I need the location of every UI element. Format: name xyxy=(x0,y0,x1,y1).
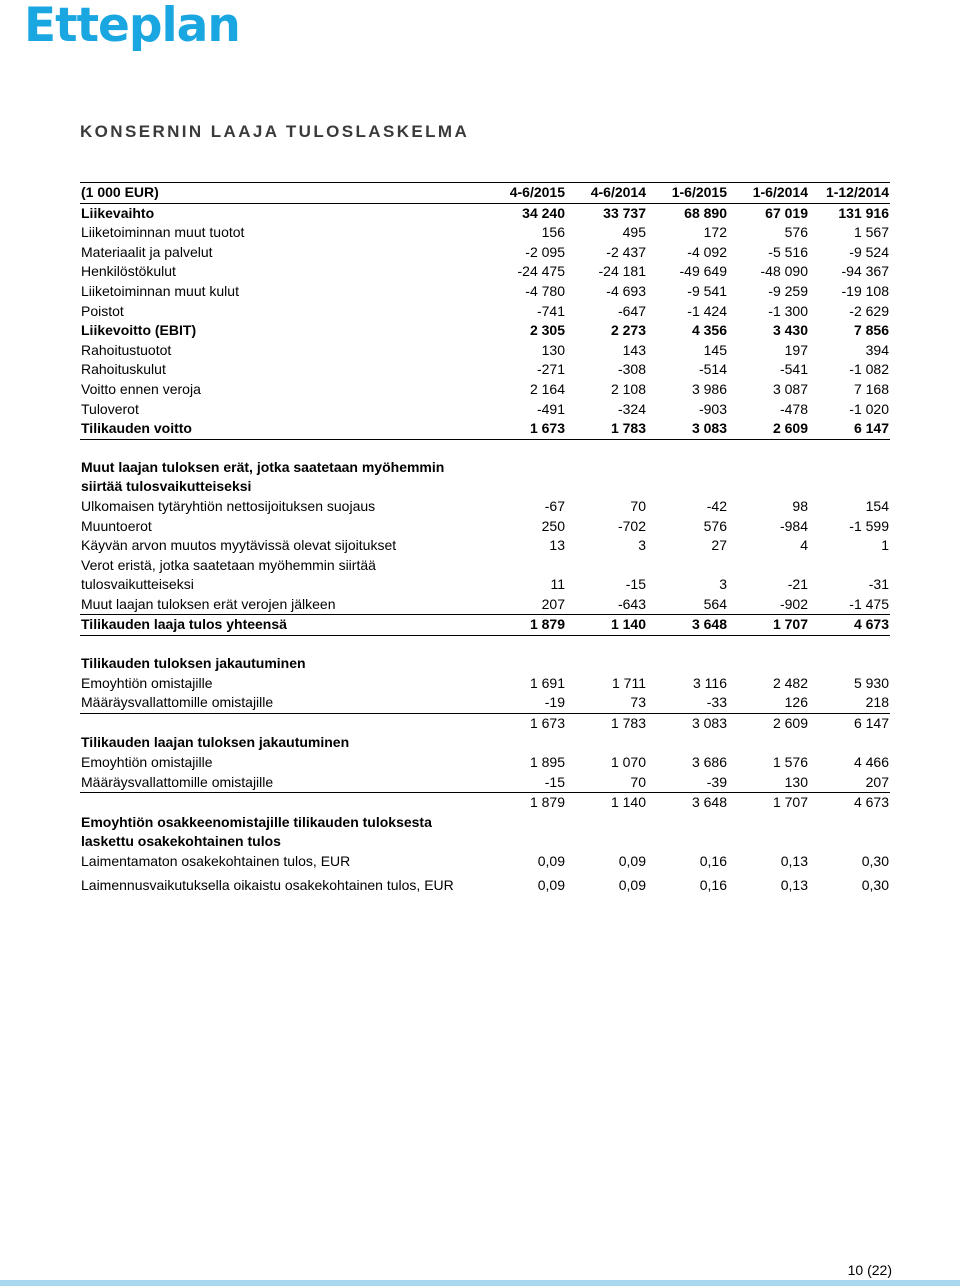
cell: 576 xyxy=(703,517,727,534)
section-heading xyxy=(80,654,890,674)
cell: -702 xyxy=(617,517,646,534)
row-label: Määräysvallattomille omistajille xyxy=(80,773,485,793)
row-label: Rahoituskulut xyxy=(81,361,166,378)
cell: 207 xyxy=(809,773,890,793)
cell: 27 xyxy=(711,537,727,554)
cell: 250 xyxy=(541,517,565,534)
cell: 1 567 xyxy=(853,224,889,241)
header-col: 1-6/2014 xyxy=(728,183,809,204)
cell: 1 691 xyxy=(529,674,565,691)
cell: -541 xyxy=(779,361,808,378)
row-label: Ulkomaisen tytäryhtiön nettosijoituksen suojaus xyxy=(81,497,376,514)
cell: -39 xyxy=(647,773,728,793)
table-row xyxy=(80,282,890,302)
table-row xyxy=(80,595,890,615)
cell: 0,13 xyxy=(780,876,808,893)
cell: 0,09 xyxy=(618,853,646,869)
cell: -9 259 xyxy=(768,282,808,299)
allocation-heading: Tilikauden laajan tuloksen jakautuminen xyxy=(81,734,350,751)
cell: 1 140 xyxy=(566,615,647,636)
table-row xyxy=(80,419,890,439)
cell: 7 856 xyxy=(853,322,889,339)
cell: -478 xyxy=(779,400,808,417)
section-heading xyxy=(80,458,890,478)
row-label-line1: Verot eristä, jotka saatetaan myöhemmin siirtää xyxy=(81,556,376,573)
table-row xyxy=(80,360,890,380)
cell: 394 xyxy=(865,341,889,358)
cell: 2 609 xyxy=(772,714,808,731)
cell: -1 082 xyxy=(849,361,889,378)
table-row xyxy=(80,203,890,223)
table-row xyxy=(80,380,890,400)
income-statement-table xyxy=(80,182,890,895)
table-row xyxy=(80,536,890,556)
row-label: Tilikauden voitto xyxy=(80,419,485,439)
cell: 130 xyxy=(541,341,565,358)
cell: -643 xyxy=(566,595,647,615)
cell: -9 524 xyxy=(849,243,889,260)
row-label: Liiketoiminnan muut tuotot xyxy=(81,224,245,241)
cell: -2 095 xyxy=(525,243,565,260)
cell: -15 xyxy=(625,576,646,593)
cell: -2 629 xyxy=(849,302,889,319)
row-label: Muut laajan tuloksen erät verojen jälkeen xyxy=(80,595,485,615)
cell: 6 147 xyxy=(809,419,890,439)
cell: 0,09 xyxy=(537,853,565,869)
cell: 1 673 xyxy=(485,419,566,439)
cell: 67 019 xyxy=(765,204,808,221)
cell: 3 986 xyxy=(691,380,727,397)
cell: 197 xyxy=(784,341,808,358)
cell: 154 xyxy=(865,497,889,514)
allocation-heading: Tilikauden tuloksen jakautuminen xyxy=(81,655,306,672)
cell: 1 783 xyxy=(610,714,646,731)
cell: -271 xyxy=(536,361,565,378)
table-row xyxy=(80,243,890,263)
cell: 0,13 xyxy=(780,853,808,869)
cell: 0,09 xyxy=(618,876,646,893)
cell: 1 879 xyxy=(485,615,566,636)
eps-heading-line2: laskettu osakekohtainen tulos xyxy=(81,833,281,850)
cell: 1 140 xyxy=(610,794,646,811)
cell: 1 xyxy=(881,537,889,554)
cell: -33 xyxy=(647,693,728,713)
row-label: Liikevaihto xyxy=(81,204,155,221)
cell: 68 890 xyxy=(684,204,727,221)
cell: -984 xyxy=(779,517,808,534)
table-row xyxy=(80,556,890,576)
cell: -15 xyxy=(485,773,566,793)
cell: 495 xyxy=(622,224,646,241)
row-label: Poistot xyxy=(81,302,124,319)
cell: 34 240 xyxy=(522,204,565,221)
table-row xyxy=(80,674,890,694)
cell: 73 xyxy=(566,693,647,713)
cell: 131 916 xyxy=(838,204,889,221)
cell: -49 649 xyxy=(679,263,727,280)
row-label: Emoyhtiön omistajille xyxy=(81,674,213,691)
cell: -1 300 xyxy=(768,302,808,319)
cell: 70 xyxy=(630,497,646,514)
cell: 564 xyxy=(647,595,728,615)
table-row xyxy=(80,773,890,793)
cell: 1 879 xyxy=(529,794,565,811)
cell: -24 181 xyxy=(598,263,646,280)
table-row xyxy=(80,497,890,517)
cell: 3 116 xyxy=(693,674,727,691)
cell: -647 xyxy=(617,302,646,319)
cell: 3 xyxy=(719,576,727,593)
cell: 143 xyxy=(622,341,646,358)
cell: -902 xyxy=(728,595,809,615)
cell: -2 437 xyxy=(606,243,646,260)
header-col: 4-6/2015 xyxy=(485,183,566,204)
table-row xyxy=(80,713,890,733)
cell: 4 xyxy=(800,537,808,554)
cell: -1 599 xyxy=(849,517,889,534)
row-label: Materiaalit ja palvelut xyxy=(81,243,213,260)
cell: 0,16 xyxy=(699,876,727,893)
cell: 98 xyxy=(792,497,808,514)
table-row xyxy=(80,793,890,813)
table-row xyxy=(80,321,890,341)
cell: -19 xyxy=(485,693,566,713)
cell: -308 xyxy=(617,361,646,378)
cell: -24 475 xyxy=(517,263,565,280)
cell: -324 xyxy=(617,400,646,417)
cell: 13 xyxy=(549,537,565,554)
cell: 0,30 xyxy=(861,876,889,893)
cell: 1 895 xyxy=(529,754,565,771)
row-label: Voitto ennen veroja xyxy=(81,380,201,397)
cell: 0,09 xyxy=(537,876,565,893)
cell: -5 516 xyxy=(768,243,808,260)
cell: -31 xyxy=(868,576,889,593)
cell: 70 xyxy=(566,773,647,793)
cell: 156 xyxy=(541,224,565,241)
table-row xyxy=(80,341,890,361)
cell: 3 xyxy=(638,537,646,554)
cell: 172 xyxy=(703,224,727,241)
cell: 0,16 xyxy=(699,853,727,869)
cell: -19 108 xyxy=(841,282,889,299)
cell: 0,30 xyxy=(861,853,889,869)
cell: 1 576 xyxy=(772,754,808,771)
cell: 1 673 xyxy=(529,714,565,731)
table-row xyxy=(80,693,890,713)
cell: 1 070 xyxy=(610,754,646,771)
section-heading xyxy=(80,832,890,852)
cell: 5 930 xyxy=(853,674,889,691)
header-col: 1-12/2014 xyxy=(809,183,890,204)
cell: 2 609 xyxy=(728,419,809,439)
cell: 145 xyxy=(703,341,727,358)
cell: -9 541 xyxy=(687,282,727,299)
cell: 6 147 xyxy=(853,714,889,731)
row-label: Muuntoerot xyxy=(81,517,152,534)
cell: -21 xyxy=(787,576,808,593)
cell: 11 xyxy=(550,576,565,593)
row-label: tulosvaikutteiseksi xyxy=(81,576,194,593)
cell: 1 783 xyxy=(566,419,647,439)
section-heading xyxy=(80,477,890,497)
cell: 3 648 xyxy=(691,794,727,811)
cell: 7 168 xyxy=(853,380,889,397)
page-number: 10 (22) xyxy=(847,1262,892,1278)
cell: 576 xyxy=(784,224,808,241)
table-row xyxy=(80,876,890,896)
cell: 2 305 xyxy=(529,322,565,339)
row-label: Liikevoitto (EBIT) xyxy=(81,322,197,339)
row-label: Rahoitustuotot xyxy=(81,341,172,358)
cell: 130 xyxy=(728,773,809,793)
row-label xyxy=(80,713,485,733)
cell: -1 020 xyxy=(849,400,889,417)
cell: -491 xyxy=(536,400,565,417)
cell: 4 673 xyxy=(853,794,889,811)
cell: 3 087 xyxy=(772,380,808,397)
cell: 126 xyxy=(728,693,809,713)
page-title: KONSERNIN LAAJA TULOSLASKELMA xyxy=(80,122,470,141)
row-label: Tilikauden laaja tulos yhteensä xyxy=(80,615,485,636)
cell: 3 430 xyxy=(772,322,808,339)
table-row xyxy=(80,575,890,595)
table-row xyxy=(80,223,890,243)
table-row xyxy=(80,615,890,636)
cell: -1 475 xyxy=(809,595,890,615)
row-label: Laimentamaton osakekohtainen tulos, EUR xyxy=(81,853,351,869)
section-heading xyxy=(80,733,890,753)
cell: 4 466 xyxy=(853,754,889,771)
cell: -67 xyxy=(544,497,565,514)
cell: -94 367 xyxy=(841,263,889,280)
cell: 1 711 xyxy=(612,674,646,691)
cell: -514 xyxy=(698,361,727,378)
cell: 207 xyxy=(485,595,566,615)
cell: 1 707 xyxy=(772,794,808,811)
cell: 4 356 xyxy=(691,322,727,339)
cell: -4 780 xyxy=(525,282,565,299)
cell: 3 648 xyxy=(647,615,728,636)
cell: -4 092 xyxy=(687,243,727,260)
cell: -48 090 xyxy=(760,263,808,280)
cell: 218 xyxy=(809,693,890,713)
cell: 2 482 xyxy=(772,674,808,691)
cell: 1 707 xyxy=(728,615,809,636)
row-label: Määräysvallattomille omistajille xyxy=(80,693,485,713)
cell: -903 xyxy=(698,400,727,417)
oci-heading-line2: siirtää tulosvaikutteiseksi xyxy=(81,478,252,495)
cell: -4 693 xyxy=(606,282,646,299)
cell: 3 686 xyxy=(691,754,727,771)
cell: 2 108 xyxy=(610,380,646,397)
table-row xyxy=(80,302,890,322)
row-label: Käyvän arvon muutos myytävissä olevat sijoitukset xyxy=(81,537,397,554)
oci-heading-line1: Muut laajan tuloksen erät, jotka saatetaan myöhemmin xyxy=(81,458,445,475)
row-label: Laimennusvaikutuksella oikaistu osakekohtainen tulos, EUR xyxy=(81,876,454,893)
cell: -741 xyxy=(536,302,565,319)
table-row xyxy=(80,753,890,773)
table-row xyxy=(80,400,890,420)
table-row xyxy=(80,262,890,282)
cell: -1 424 xyxy=(687,302,727,319)
cell: 2 164 xyxy=(529,380,565,397)
row-label: Henkilöstökulut xyxy=(81,263,176,280)
cell: -42 xyxy=(706,497,727,514)
row-label: Tuloverot xyxy=(81,400,139,417)
row-label: Emoyhtiön omistajille xyxy=(81,754,213,771)
header-col: 4-6/2014 xyxy=(566,183,647,204)
header-label: (1 000 EUR) xyxy=(80,183,485,204)
etteplan-logo: Etteplan xyxy=(24,0,240,53)
cell: 3 083 xyxy=(647,419,728,439)
row-label xyxy=(80,793,485,813)
header-col: 1-6/2015 xyxy=(647,183,728,204)
section-heading xyxy=(80,813,890,833)
header-row xyxy=(80,183,890,204)
cell: 33 737 xyxy=(603,204,646,221)
cell: 2 273 xyxy=(610,322,646,339)
cell: 3 083 xyxy=(691,714,727,731)
row-label: Liiketoiminnan muut kulut xyxy=(81,282,239,299)
cell: 4 673 xyxy=(809,615,890,636)
table-row xyxy=(80,517,890,537)
footer-divider xyxy=(0,1280,960,1286)
table-row xyxy=(80,852,890,872)
eps-heading-line1: Emoyhtiön osakkeenomistajille tilikauden tuloksesta xyxy=(81,813,432,830)
